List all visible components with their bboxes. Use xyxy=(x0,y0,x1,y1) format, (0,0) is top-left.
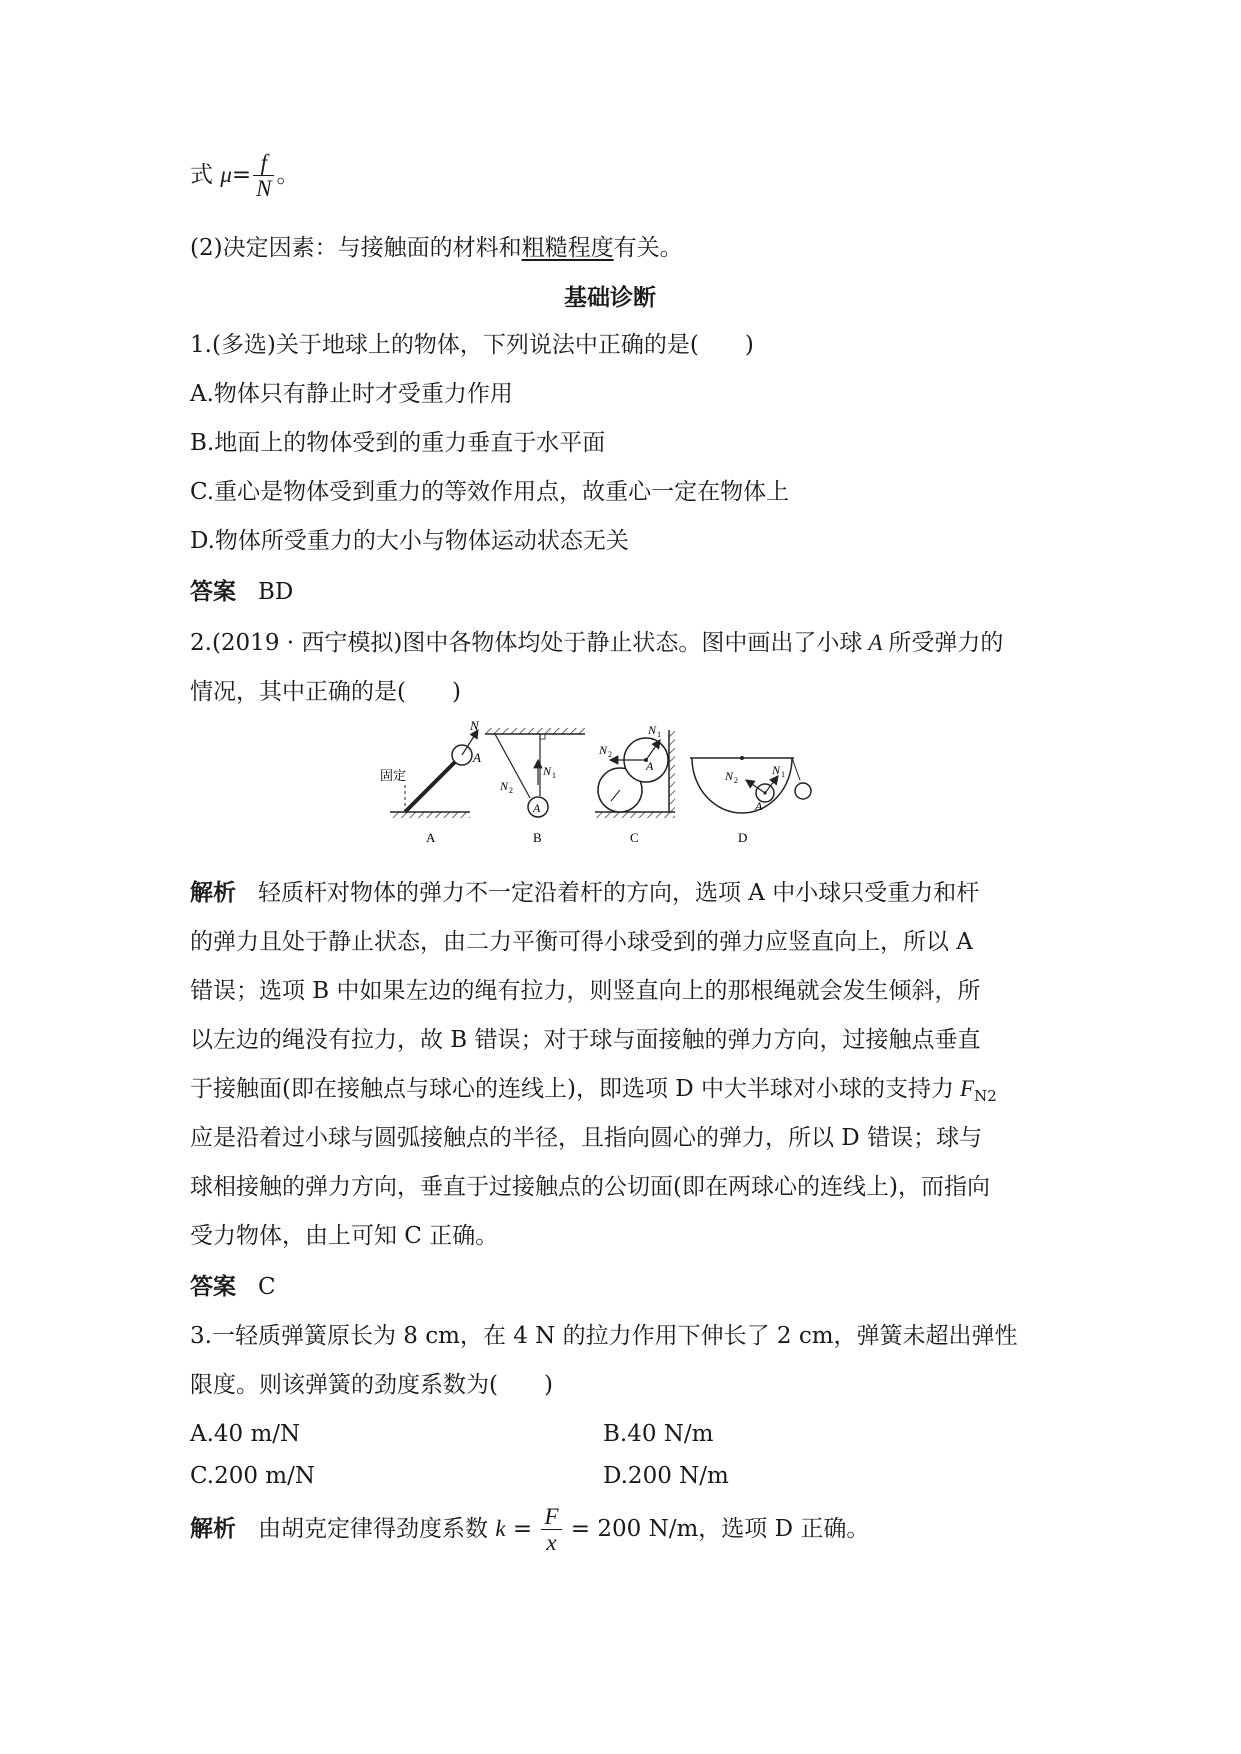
panel-label-c: C xyxy=(630,830,639,845)
fraction-numerator: f xyxy=(253,151,274,176)
force-label-n1-b: N xyxy=(543,764,552,778)
q2-stem-a: 2.(2019 · 西宁模拟)图中各物体均处于静止状态。图中画出了小球 xyxy=(190,630,863,656)
q1-stem: 1.(多选)关于地球上的物体，下列说法中正确的是( ) xyxy=(190,332,754,358)
analysis-text: 由胡克定律得劲度系数 xyxy=(258,1516,488,1542)
panel-label-b: B xyxy=(533,830,542,845)
q2-stem-line2: 情况，其中正确的是( ) xyxy=(190,679,461,705)
ball-label-a: A xyxy=(473,750,481,765)
q1-option-b: B.地面上的物体受到的重力垂直于水平面 xyxy=(190,430,606,456)
hooke-fraction xyxy=(541,1505,561,1556)
force-sub-2-b: 2 xyxy=(509,786,513,795)
answer-label: 答案 xyxy=(190,1274,236,1300)
fraction-numerator: F xyxy=(541,1505,561,1530)
q3-option-d: D.200 N/m xyxy=(603,1463,729,1489)
force-label-n1-c: N xyxy=(648,723,657,737)
analysis-label: 解析 xyxy=(190,1516,236,1542)
q1-answer xyxy=(190,577,293,607)
determining-factors xyxy=(190,233,683,263)
q3-stem-line2: 限度。则该弹簧的劲度系数为( ) xyxy=(190,1372,553,1398)
q2-answer xyxy=(190,1272,276,1302)
q2-analysis-line8: 受力物体，由上可知 C 正确。 xyxy=(190,1223,499,1249)
q1-option-c: C.重心是物体受到重力的等效作用点，故重心一定在物体上 xyxy=(190,479,790,505)
panel-label-a: A xyxy=(426,830,436,845)
q3-option-c: C.200 m/N xyxy=(190,1463,315,1489)
force-label-n1-d: N xyxy=(772,763,781,777)
q2-analysis-line3: 错误；选项 B 中如果左边的绳有拉力，则竖直向上的那根绳就会发生倾斜，所 xyxy=(190,978,981,1004)
k-symbol: k xyxy=(495,1516,506,1541)
q2-analysis-line4: 以左边的绳没有拉力，故 B 错误；对于球与面接触的弹力方向，过接触点垂直 xyxy=(190,1027,981,1053)
force-sub-1-d: 1 xyxy=(781,770,785,779)
q2-analysis-line5 xyxy=(190,1074,997,1111)
force-subscript: N2 xyxy=(974,1087,997,1105)
analysis-text: 于接触面(即在接触点与球心的连线上)，即选项 D 中大半球对小球的支持力 xyxy=(190,1076,955,1102)
panel-label-d: D xyxy=(738,830,748,845)
panel-b xyxy=(485,728,585,845)
equals-sign: = xyxy=(231,162,252,188)
force-label-n: N xyxy=(470,720,479,733)
mu-symbol: μ xyxy=(220,162,232,187)
answer-label: 答案 xyxy=(190,579,236,605)
q2-analysis-line6: 应是沿着过小球与圆弧接触点的半径，且指向圆心的弹力，所以 D 错误；球与 xyxy=(190,1125,983,1151)
ball-label-d: A xyxy=(755,799,763,813)
panel-c xyxy=(595,723,675,845)
q3-analysis xyxy=(190,1497,869,1561)
force-label-n2-c: N xyxy=(599,743,608,757)
q3-option-a: A.40 m/N xyxy=(190,1421,301,1447)
q3-option-b: B.40 N/m xyxy=(603,1421,714,1447)
ball-label-c: A xyxy=(646,759,654,773)
force-sub-2-c: 2 xyxy=(608,750,612,759)
answer-value: C xyxy=(258,1274,276,1300)
q2-analysis-line1 xyxy=(190,878,979,908)
panel-a xyxy=(380,720,481,845)
underlined-term: 粗糙程度 xyxy=(521,235,614,261)
section-title: 基础诊断 xyxy=(564,285,656,311)
formula-prefix: 式 xyxy=(190,162,213,188)
panel-d xyxy=(690,756,811,845)
friction-formula-line xyxy=(190,145,299,205)
force-label-n2-d: N xyxy=(725,769,734,783)
analysis-result: = 200 N/m，选项 D 正确。 xyxy=(563,1516,870,1542)
factor-suffix: 有关。 xyxy=(613,235,683,261)
q1-option-d: D.物体所受重力的大小与物体运动状态无关 xyxy=(190,528,629,554)
answer-value: BD xyxy=(258,579,294,605)
force-sub-2-d: 2 xyxy=(734,776,738,785)
analysis-label: 解析 xyxy=(190,880,236,906)
force-label-n2-b: N xyxy=(500,779,509,793)
q2-analysis-line7: 球相接触的弹力方向，垂直于过接触点的公切面(即在两球心的连线上)，而指向 xyxy=(190,1174,990,1200)
q2-stem-b: 所受弹力的 xyxy=(888,630,1004,656)
factor-text: (2)决定因素：与接触面的材料和 xyxy=(190,235,522,261)
q3-stem-line1: 3.一轻质弹簧原长为 8 cm，在 4 N 的拉力作用下伸长了 2 cm，弹簧未超出弹性 xyxy=(190,1323,1018,1349)
fixed-label: 固定 xyxy=(380,768,407,783)
formula-end: 。 xyxy=(276,162,300,188)
force-sub-1-c: 1 xyxy=(657,730,661,739)
fraction-denominator: x xyxy=(546,1529,557,1555)
force-sub-1-b: 1 xyxy=(552,771,556,780)
q1-option-a: A.物体只有静止时才受重力作用 xyxy=(190,381,513,407)
q2-analysis-line2: 的弹力且处于静止状态，由二力平衡可得小球受到的弹力应竖直向上，所以 A xyxy=(190,929,973,955)
force-diagram-figure xyxy=(380,720,880,870)
q2-stem-line1 xyxy=(190,628,1003,658)
force-symbol: F xyxy=(960,1076,975,1101)
analysis-text: 轻质杆对物体的弹力不一定沿着杆的方向，选项 A 中小球只受重力和杆 xyxy=(258,880,980,906)
friction-fraction xyxy=(253,151,274,202)
ball-label-b: A xyxy=(533,801,541,815)
ball-variable: A xyxy=(868,630,883,655)
fraction-denominator: N xyxy=(256,175,272,201)
equals-sign: = xyxy=(505,1516,540,1542)
